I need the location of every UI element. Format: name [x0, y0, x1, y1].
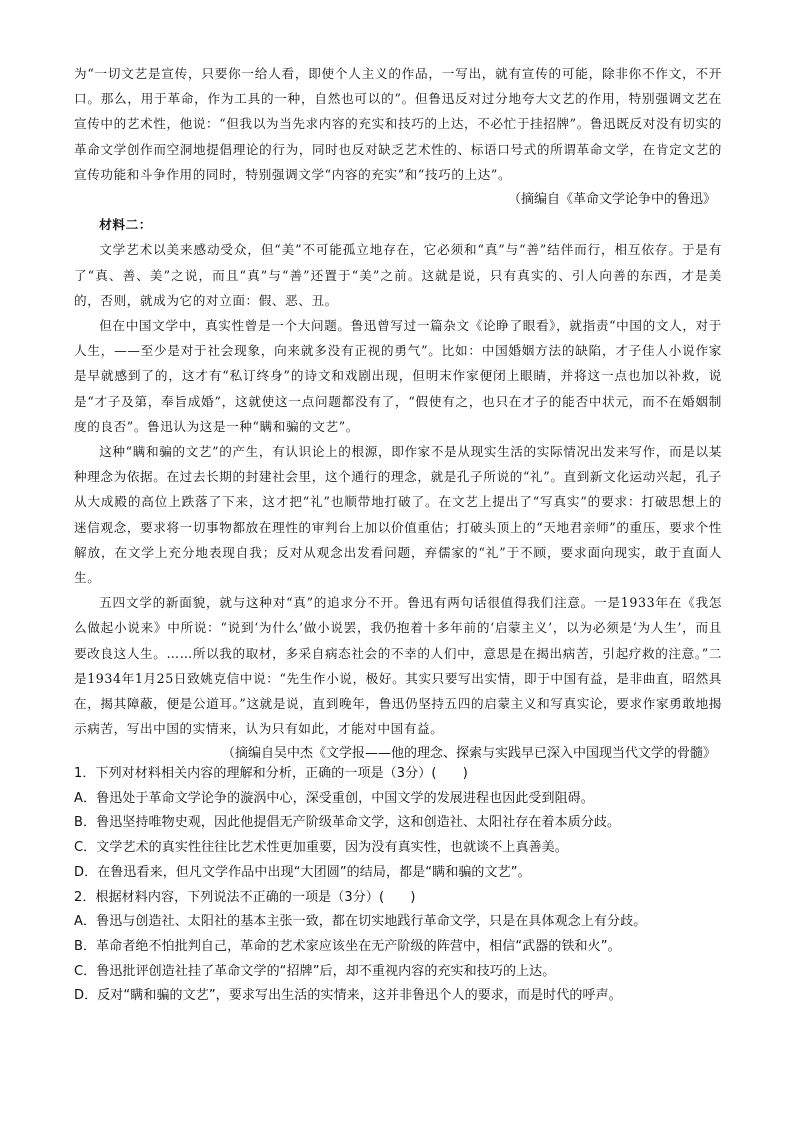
- material2-heading: 材料二：: [99, 217, 152, 233]
- material1-source: （摘编自《革命文学论争中的鲁迅》: [507, 192, 716, 208]
- question-1-option-d: D．在鲁迅看来，但凡文学作品中出现“大团圆”的结局，都是“瞒和骗的文艺”。: [74, 864, 531, 880]
- question-1-option-a: A．鲁迅处于革命文学论争的漩涡中心，深受重创，中国文学的发展进程也因此受到阻碍。: [74, 790, 594, 806]
- material2-paragraph: 五四文学的新面貌，就与这种对“真”的追求分不开。鲁迅有两句话很值得我们注意。一是1933年在《我怎么做起小说来》中所说：“说到‘为什么’做小说罢，我仍抱着十多年前的‘启蒙主义’，以为必须是‘为人生’，而且要改良这人生。……所以我的取材，多采自病态社会的不幸的人们中，意思是在揭出病苦，引起疗救的注意。”二是1934年1月25日致姚克信中说：“先生作小说，极好。其实只要写出实情，即于中国有益，是非曲直，昭然具在，揭其障蔽，便是公道耳。”这就是说，直到晚年，鲁迅仍坚持五四的启蒙主义和写真实论，要求作家勇敢地揭示病苦，写出中国的实情来，认为只有如此，才能对中国有益。: [74, 595, 722, 737]
- question-2-option-b: B．革命者绝不怕批判自己，革命的艺术家应该坐在无产阶级的阵营中，相信“武器的铁和火”。: [74, 938, 621, 954]
- question-1-option-c: C．文学艺术的真实性往往比艺术性更加重要，因为没有真实性，也就谈不上真善美。: [74, 840, 568, 856]
- material2-source: （摘编自吴中杰《文学报——他的理念、探索与实践早已深入中国现当代文学的骨髓》: [221, 746, 716, 762]
- question-2-option-d: D．反对“瞒和骗的文艺”，要求写出生活的实情来，这并非鲁迅个人的要求，而是时代的呼声。: [74, 988, 622, 1004]
- question-2-option-a: A．鲁迅与创造社、太阳社的基本主张一致，都在切实地践行革命文学，只是在具体观念上有分歧。: [74, 914, 647, 930]
- material1-tail-paragraph: 为“一切文艺是宣传，只要你一给人看，即使个人主义的作品，一写出，就有宣传的可能，除非你不作文，不开口。那么，用于革命，作为工具的一种，自然也可以的”。但鲁迅反对过分地夸大文艺的作用，特别强调文艺在宣传中的艺术性，他说：“但我以为当先求内容的充实和技巧的上达，不必忙于挂招牌”。鲁迅既反对没有切实的革命文学创作而空洞地提倡理论的行为，同时也反对缺乏艺术性的、标语口号式的所谓革命文学，在肯定文艺的宣传功能和斗争作用的同时，特别强调文学“内容的充实”和“技巧的上达”。: [74, 66, 722, 182]
- question-1-stem: 1．下列对材料相关内容的理解和分析，正确的一项是（3分）( ): [74, 766, 468, 781]
- material2-paragraph: 这种“瞒和骗的文艺”的产生，有认识论上的根源，即作家不是从现实生活的实际情况出发来写作，而是以某种理念为依据。在过去长期的封建社会里，这个通行的理念，就是孔子所说的“礼”。直到新文化运动兴起，孔子从大成殿的高位上跌落了下来，这才把“礼”也顺带地打破了。在文艺上提出了“写真实”的要求：打破思想上的迷信观念，要求将一切事物都放在理性的审判台上加以价值重估；打破头顶上的“天地君亲师”的重压，要求个性解放，在文学上充分地表现自我；反对从观念出发看问题，弃儒家的“礼”于不顾，要求面向现实，敢于直面人生。: [74, 444, 722, 586]
- reading-passage: [74, 61, 722, 767]
- material2-paragraph: 但在中国文学中，真实性曾是一个大问题。鲁迅曾写过一篇杂文《论睁了眼看》，就指责“中国的文人，对于人生，——至少是对于社会现象，向来就多没有正视的勇气”。比如：中国婚姻方法的缺陷，才子佳人小说作家是早就感到了的，这才有“私订终身”的诗文和戏剧出现，但明末作家便闭上眼睛，并将这一点也加以补救，说是“才子及第，奉旨成婚”，这就使这一点问题都没有了，“假使有之，也只在才子的能否中状元，而不在婚姻制度的良否”。鲁迅认为这是一种“瞒和骗的文艺”。: [74, 318, 722, 434]
- question-1-option-b: B．鲁迅坚持唯物史观，因此他提倡无产阶级革命文学，这和创造社、太阳社存在着本质分歧。: [74, 815, 621, 831]
- question-2-option-c: C．鲁迅批评创造社挂了革命文学的“招牌”后，却不重视内容的充实和技巧的上达。: [74, 963, 556, 979]
- question-2-stem: 2．根据材料内容，下列说法不正确的一项是（3分）( ): [74, 889, 416, 905]
- question-section: [74, 762, 722, 1009]
- material2-paragraph: 文学艺术以美来感动受众，但“美”不可能孤立地存在，它必须和“真”与“善”结伴而行，相互依存。于是有了“真、善、美”之说，而且“真”与“善”还置于“美”之前。这就是说，只有真实的、引人向善的东西，才是美的，否则，就成为它的对立面：假、恶、丑。: [74, 242, 722, 308]
